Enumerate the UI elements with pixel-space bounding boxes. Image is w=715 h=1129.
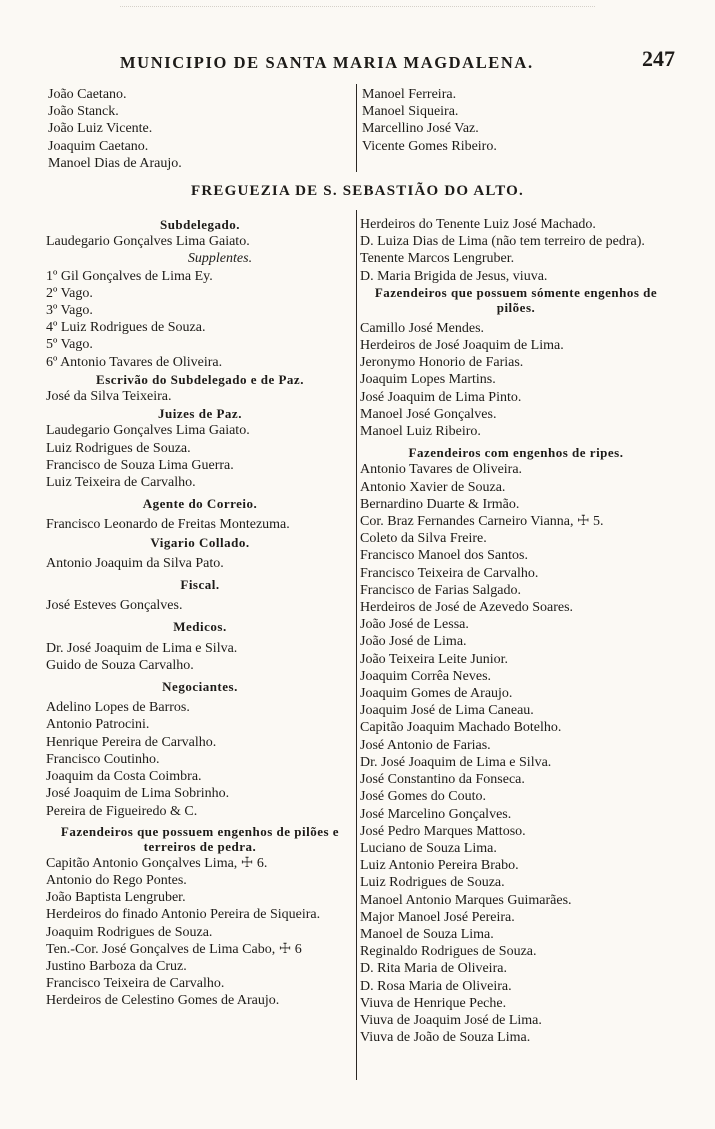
list-item: Reginaldo Rodrigues de Souza. bbox=[360, 944, 537, 960]
top-left-list bbox=[48, 86, 348, 172]
list-item: D. Maria Brigida de Jesus, viuva. bbox=[360, 268, 548, 284]
right-column bbox=[360, 216, 672, 1046]
list-item: Cor. Braz Fernandes Carneiro Vianna, ☩ 5. bbox=[360, 514, 604, 530]
list-item: Marcellino José Vaz. bbox=[362, 121, 479, 137]
top-right-list bbox=[362, 86, 672, 155]
list-item: Capitão Antonio Gonçalves Lima, ☩ 6. bbox=[46, 855, 268, 871]
list-item: Joaquim José de Lima Caneau. bbox=[360, 703, 534, 719]
list-item: Joaquim Rodrigues de Souza. bbox=[46, 924, 213, 940]
list-item: Viuva de Joaquim José de Lima. bbox=[360, 1012, 542, 1028]
column-divider-main bbox=[356, 210, 357, 1080]
list-item: Joaquim Lopes Martins. bbox=[360, 372, 496, 388]
list-item: 4º Luiz Rodrigues de Souza. bbox=[46, 320, 206, 336]
list-item: Manoel Ferreira. bbox=[362, 87, 457, 102]
list-item: José da Silva Teixeira. bbox=[46, 389, 172, 405]
list-item: Francisco Teixeira de Carvalho. bbox=[360, 565, 539, 581]
list-item: José Esteves Gonçalves. bbox=[46, 598, 183, 614]
list-item: José Marcelino Gonçalves. bbox=[360, 806, 512, 822]
list-item: Laudegario Gonçalves Lima Gaiato. bbox=[46, 423, 250, 439]
heading-fiscal: Fiscal. bbox=[180, 577, 220, 593]
list-item: D. Rita Maria de Oliveira. bbox=[360, 961, 507, 977]
running-title: MUNICIPIO DE SANTA MARIA MAGDALENA. bbox=[120, 53, 534, 72]
list-item: Justino Barboza da Cruz. bbox=[46, 958, 187, 974]
list-item: Jeronymo Honorio de Farias. bbox=[360, 355, 524, 371]
list-item: Francisco Leonardo de Freitas Montezuma. bbox=[46, 517, 290, 533]
list-item: Joaquim Gomes de Araujo. bbox=[360, 686, 513, 702]
list-item: João Stanck. bbox=[48, 104, 119, 120]
list-item: José Pedro Marques Mattoso. bbox=[360, 823, 526, 839]
list-item: Manoel José Gonçalves. bbox=[360, 406, 497, 422]
list-item: D. Rosa Maria de Oliveira. bbox=[360, 978, 512, 994]
list-item: Pereira de Figueiredo & C. bbox=[46, 803, 198, 819]
list-item: João José de Lima. bbox=[360, 634, 467, 650]
list-item: Joaquim Caetano. bbox=[48, 138, 149, 154]
list-item: Francisco de Farias Salgado. bbox=[360, 582, 521, 598]
list-item: Luciano de Souza Lima. bbox=[360, 840, 497, 856]
list-item: José Constantino da Fonseca. bbox=[360, 772, 525, 788]
heading-fazendeiros-piloes: Fazendeiros que possuem sómente engenhos de pilões. bbox=[374, 284, 658, 316]
list-item: João Caetano. bbox=[48, 87, 127, 102]
heading-negociantes: Negociantes. bbox=[162, 679, 238, 695]
list-item: Francisco Teixeira de Carvalho. bbox=[46, 976, 225, 992]
list-item: Francisco de Souza Lima Guerra. bbox=[46, 457, 234, 473]
heading-escrivao: Escrivão do Subdelegado e de Paz. bbox=[96, 371, 304, 387]
list-item: Manoel Dias de Araujo. bbox=[48, 155, 182, 171]
list-item: Manoel Siqueira. bbox=[362, 104, 459, 120]
list-item: Capitão Joaquim Machado Botelho. bbox=[360, 720, 562, 736]
heading-medicos: Medicos. bbox=[173, 619, 227, 635]
list-item: Joaquim da Costa Coimbra. bbox=[46, 769, 202, 785]
list-item: Vicente Gomes Ribeiro. bbox=[362, 138, 497, 154]
page-header bbox=[40, 46, 675, 80]
list-item: Francisco Manoel dos Santos. bbox=[360, 548, 528, 564]
list-item: Dr. José Joaquim de Lima e Silva. bbox=[360, 754, 552, 770]
list-item: Manoel de Souza Lima. bbox=[360, 926, 494, 942]
heading-correio: Agente do Correio. bbox=[142, 496, 258, 512]
page-number: 247 bbox=[642, 46, 675, 71]
section-title: FREGUEZIA DE S. SEBASTIÃO DO ALTO. bbox=[191, 183, 524, 199]
top-edge-marks bbox=[120, 6, 595, 15]
list-item: José Gomes do Couto. bbox=[360, 789, 486, 805]
list-item: Viuva de João de Souza Lima. bbox=[360, 1030, 531, 1046]
list-item: Manoel Luiz Ribeiro. bbox=[360, 424, 481, 440]
list-item: Dr. José Joaquim de Lima e Silva. bbox=[46, 640, 238, 656]
heading-fazendeiros-ripes: Fazendeiros com engenhos de ripes. bbox=[408, 445, 624, 461]
list-item: José Joaquim de Lima Pinto. bbox=[360, 389, 522, 405]
list-item: José Joaquim de Lima Sobrinho. bbox=[46, 786, 230, 802]
list-item: Guido de Souza Carvalho. bbox=[46, 657, 194, 673]
list-item: Luiz Rodrigues de Souza. bbox=[360, 875, 505, 891]
list-item: Antonio do Rego Pontes. bbox=[46, 872, 187, 888]
column-divider-top bbox=[356, 84, 357, 172]
list-item: João Luiz Vicente. bbox=[48, 121, 153, 137]
list-item: Ten.-Cor. José Gonçalves de Lima Cabo, ☩ 6 bbox=[46, 941, 302, 957]
list-item: 5º Vago. bbox=[46, 337, 93, 353]
list-item: João Teixeira Leite Junior. bbox=[360, 651, 509, 667]
heading-vigario: Vigario Collado. bbox=[150, 534, 250, 550]
heading-supplentes: Supplentes. bbox=[187, 251, 253, 267]
heading-fazendeiros-piloes-terreiros: Fazendeiros que possuem engenhos de pilões e terreiros de pedra. bbox=[60, 823, 340, 855]
list-item: 6º Antonio Tavares de Oliveira. bbox=[46, 354, 223, 370]
list-item: Henrique Pereira de Carvalho. bbox=[46, 734, 217, 750]
list-item: Herdeiros do finado Antonio Pereira de Siqueira. bbox=[46, 907, 321, 923]
list-item: Antonio Joaquim da Silva Pato. bbox=[46, 555, 224, 571]
list-item: Francisco Coutinho. bbox=[46, 751, 160, 767]
list-item: Bernardino Duarte & Irmão. bbox=[360, 496, 520, 512]
list-item: José Antonio de Farias. bbox=[360, 737, 491, 753]
list-item: Laudegario Gonçalves Lima Gaiato. bbox=[46, 234, 250, 250]
list-item: 3º Vago. bbox=[46, 303, 93, 319]
list-item: Joaquim Corrêa Neves. bbox=[360, 668, 492, 684]
list-item: Luiz Teixeira de Carvalho. bbox=[46, 475, 196, 491]
list-item: D. Luiza Dias de Lima (não tem terreiro de pedra). bbox=[360, 234, 645, 250]
list-item: Antonio Tavares de Oliveira. bbox=[360, 462, 523, 478]
list-item: 1º Gil Gonçalves de Lima Ey. bbox=[46, 268, 213, 284]
list-item: Viuva de Henrique Peche. bbox=[360, 995, 507, 1011]
list-item: Major Manoel José Pereira. bbox=[360, 909, 515, 925]
list-item: Coleto da Silva Freire. bbox=[360, 531, 487, 547]
list-item: 2º Vago. bbox=[46, 285, 93, 301]
list-item: João Baptista Lengruber. bbox=[46, 890, 186, 906]
list-item: Luiz Rodrigues de Souza. bbox=[46, 440, 191, 456]
left-column bbox=[46, 216, 354, 1010]
heading-juizes: Juizes de Paz. bbox=[158, 406, 242, 422]
list-item: Manoel Antonio Marques Guimarães. bbox=[360, 892, 572, 908]
list-item: Herdeiros de José de Azevedo Soares. bbox=[360, 600, 574, 616]
list-item: Herdeiros de Celestino Gomes de Araujo. bbox=[46, 993, 280, 1009]
list-item: Tenente Marcos Lengruber. bbox=[360, 251, 515, 267]
list-item: Antonio Patrocini. bbox=[46, 717, 150, 733]
list-item: João José de Lessa. bbox=[360, 617, 469, 633]
heading-subdelegado: Subdelegado. bbox=[159, 217, 241, 232]
list-item: Herdeiros do Tenente Luiz José Machado. bbox=[360, 217, 596, 232]
list-item: Herdeiros de José Joaquim de Lima. bbox=[360, 338, 564, 354]
list-item: Camillo José Mendes. bbox=[360, 320, 485, 336]
list-item: Luiz Antonio Pereira Brabo. bbox=[360, 858, 519, 874]
list-item: Antonio Xavier de Souza. bbox=[360, 479, 506, 495]
list-item: Adelino Lopes de Barros. bbox=[46, 700, 190, 716]
